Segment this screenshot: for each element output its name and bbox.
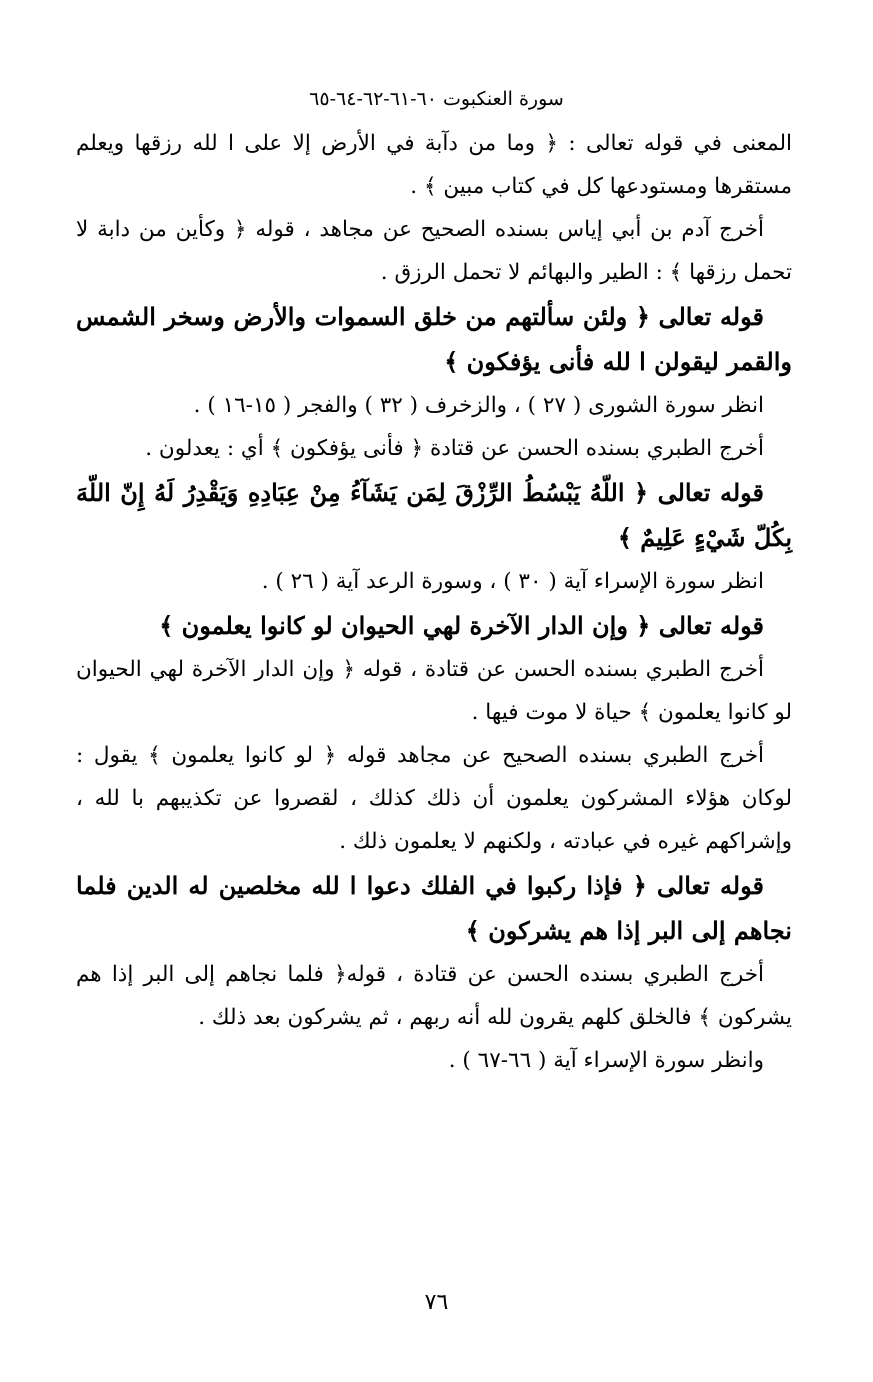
commentary-paragraph: أخرج آدم بن أبي إياس بسنده الصحيح عن مجاهد ، قوله ﴿ وكأين من دابة لا تحمل رزقها ﴾ : الطير والبهائم لا تحمل الرزق .: [76, 217, 792, 285]
verse-heading: قوله تعالى ﴿ ولئن سألتهم من خلق السموات والأرض وسخر الشمس والقمر ليقولن ا لله فأنى يؤفكون ﴾: [76, 302, 792, 376]
page-number: ٧٦: [424, 1290, 449, 1315]
running-header: سورة العنكبوت ٦٠-٦١-٦٢-٦٤-٦٥: [309, 88, 564, 110]
commentary-paragraph: أخرج الطبري بسنده الحسن عن قتادة ، قوله ﴿ وإن الدار الآخرة لهي الحيوان لو كانوا يعلمون ﴾ حياة لا موت فيها .: [76, 657, 792, 725]
commentary-paragraph: المعنى في قوله تعالى : ﴿ وما من دآبة في الأرض إلا على ا لله رزقها ويعلم مستقرها ومستودعها كل في كتاب مبين ﴾ .: [76, 131, 792, 199]
commentary-paragraph: انظر سورة الشورى ( ٢٧ ) ، والزخرف ( ٣٢ ) والفجر ( ١٥-١٦ ) .: [193, 393, 764, 418]
verse-heading: قوله تعالى ﴿ فإذا ركبوا في الفلك دعوا ا لله مخلصين له الدين فلما نجاهم إلى البر إذا هم يشركون ﴾: [76, 871, 792, 945]
page-body: [76, 122, 792, 1082]
commentary-paragraph: وانظر سورة الإسراء آية ( ٦٦-٦٧ ) .: [448, 1048, 764, 1073]
verse-heading: قوله تعالى ﴿ اللّهُ يَبْسُطُ الرِّزْقَ لِمَن يَشَآءُ مِنْ عِبَادِهِ وَيَقْدِرُ لَهُ إِنّ اللّهَ بِكُلّ شَيْءٍ عَلِيمٌ ﴾: [76, 478, 792, 552]
commentary-paragraph: أخرج الطبري بسنده الصحيح عن مجاهد قوله ﴿ لو كانوا يعلمون ﴾ يقول : لوكان هؤلاء المشركون يعلمون أن ذلك كذلك ، لقصروا عن تكذيبهم با لله ، وإشراكهم غيره في عبادته ، ولكنهم لا يعلمون ذلك .: [76, 743, 792, 854]
commentary-paragraph: أخرج الطبري بسنده الحسن عن قتادة ﴿ فأنى يؤفكون ﴾ أي : يعدلون .: [145, 436, 764, 461]
commentary-paragraph: أخرج الطبري بسنده الحسن عن قتادة ، قوله﴿ فلما نجاهم إلى البر إذا هم يشركون ﴾ فالخلق كلهم يقرون لله أنه ربهم ، ثم يشركون بعد ذلك .: [76, 962, 792, 1030]
commentary-paragraph: انظر سورة الإسراء آية ( ٣٠ ) ، وسورة الرعد آية ( ٢٦ ) .: [261, 569, 764, 594]
verse-heading: قوله تعالى ﴿ وإن الدار الآخرة لهي الحيوان لو كانوا يعلمون ﴾: [159, 611, 764, 640]
